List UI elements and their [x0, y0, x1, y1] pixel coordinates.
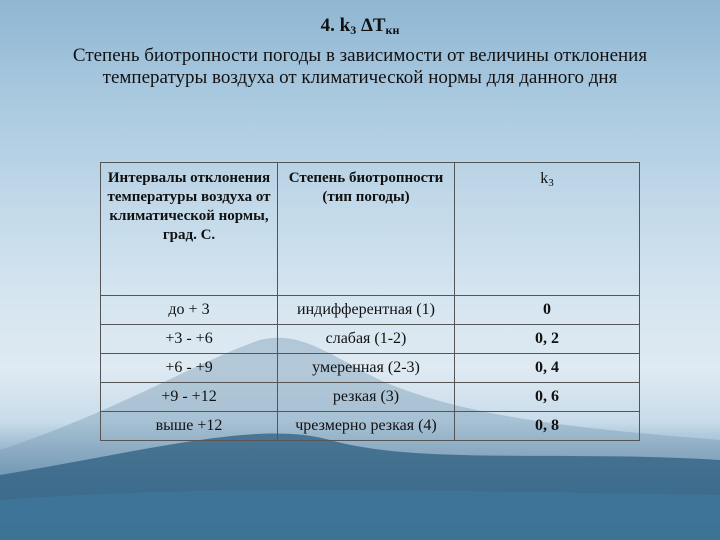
cell-type: резкая (3) — [278, 383, 455, 412]
cell-type: слабая (1-2) — [278, 325, 455, 354]
cell-k: 0, 2 — [455, 325, 640, 354]
cell-k: 0, 4 — [455, 354, 640, 383]
slide-title: 4. $k_3$ $\Delta T_{кн}$ — [320, 15, 400, 37]
table-row — [101, 412, 640, 441]
table-row — [101, 296, 640, 325]
table-row — [101, 354, 640, 383]
cell-interval: +6 - +9 — [101, 354, 278, 383]
header-interval: Интервалы отклонения температуры воздуха от климатической нормы, град. С. — [101, 163, 278, 296]
cell-interval: до + 3 — [101, 296, 278, 325]
cell-k: 0, 8 — [455, 412, 640, 441]
cell-type: индифферентная (1) — [278, 296, 455, 325]
header-type: Степень биотропности (тип погоды) — [278, 163, 455, 296]
cell-type: умеренная (2-3) — [278, 354, 455, 383]
cell-k: 0 — [455, 296, 640, 325]
header-k: k3 — [455, 163, 640, 296]
slide-subtitle: Степень биотропности погоды в зависимости от величины отклонения температуры воздуха от климатической нормы для данного дня — [72, 45, 648, 88]
cell-type: чрезмерно резкая (4) — [278, 412, 455, 441]
table-row — [101, 383, 640, 412]
table-row — [101, 325, 640, 354]
cell-k: 0, 6 — [455, 383, 640, 412]
table-header-row — [101, 163, 640, 296]
cell-interval: +3 - +6 — [101, 325, 278, 354]
biotropy-table — [100, 162, 640, 441]
slide-header — [0, 14, 720, 89]
cell-interval: выше +12 — [101, 412, 278, 441]
cell-interval: +9 - +12 — [101, 383, 278, 412]
